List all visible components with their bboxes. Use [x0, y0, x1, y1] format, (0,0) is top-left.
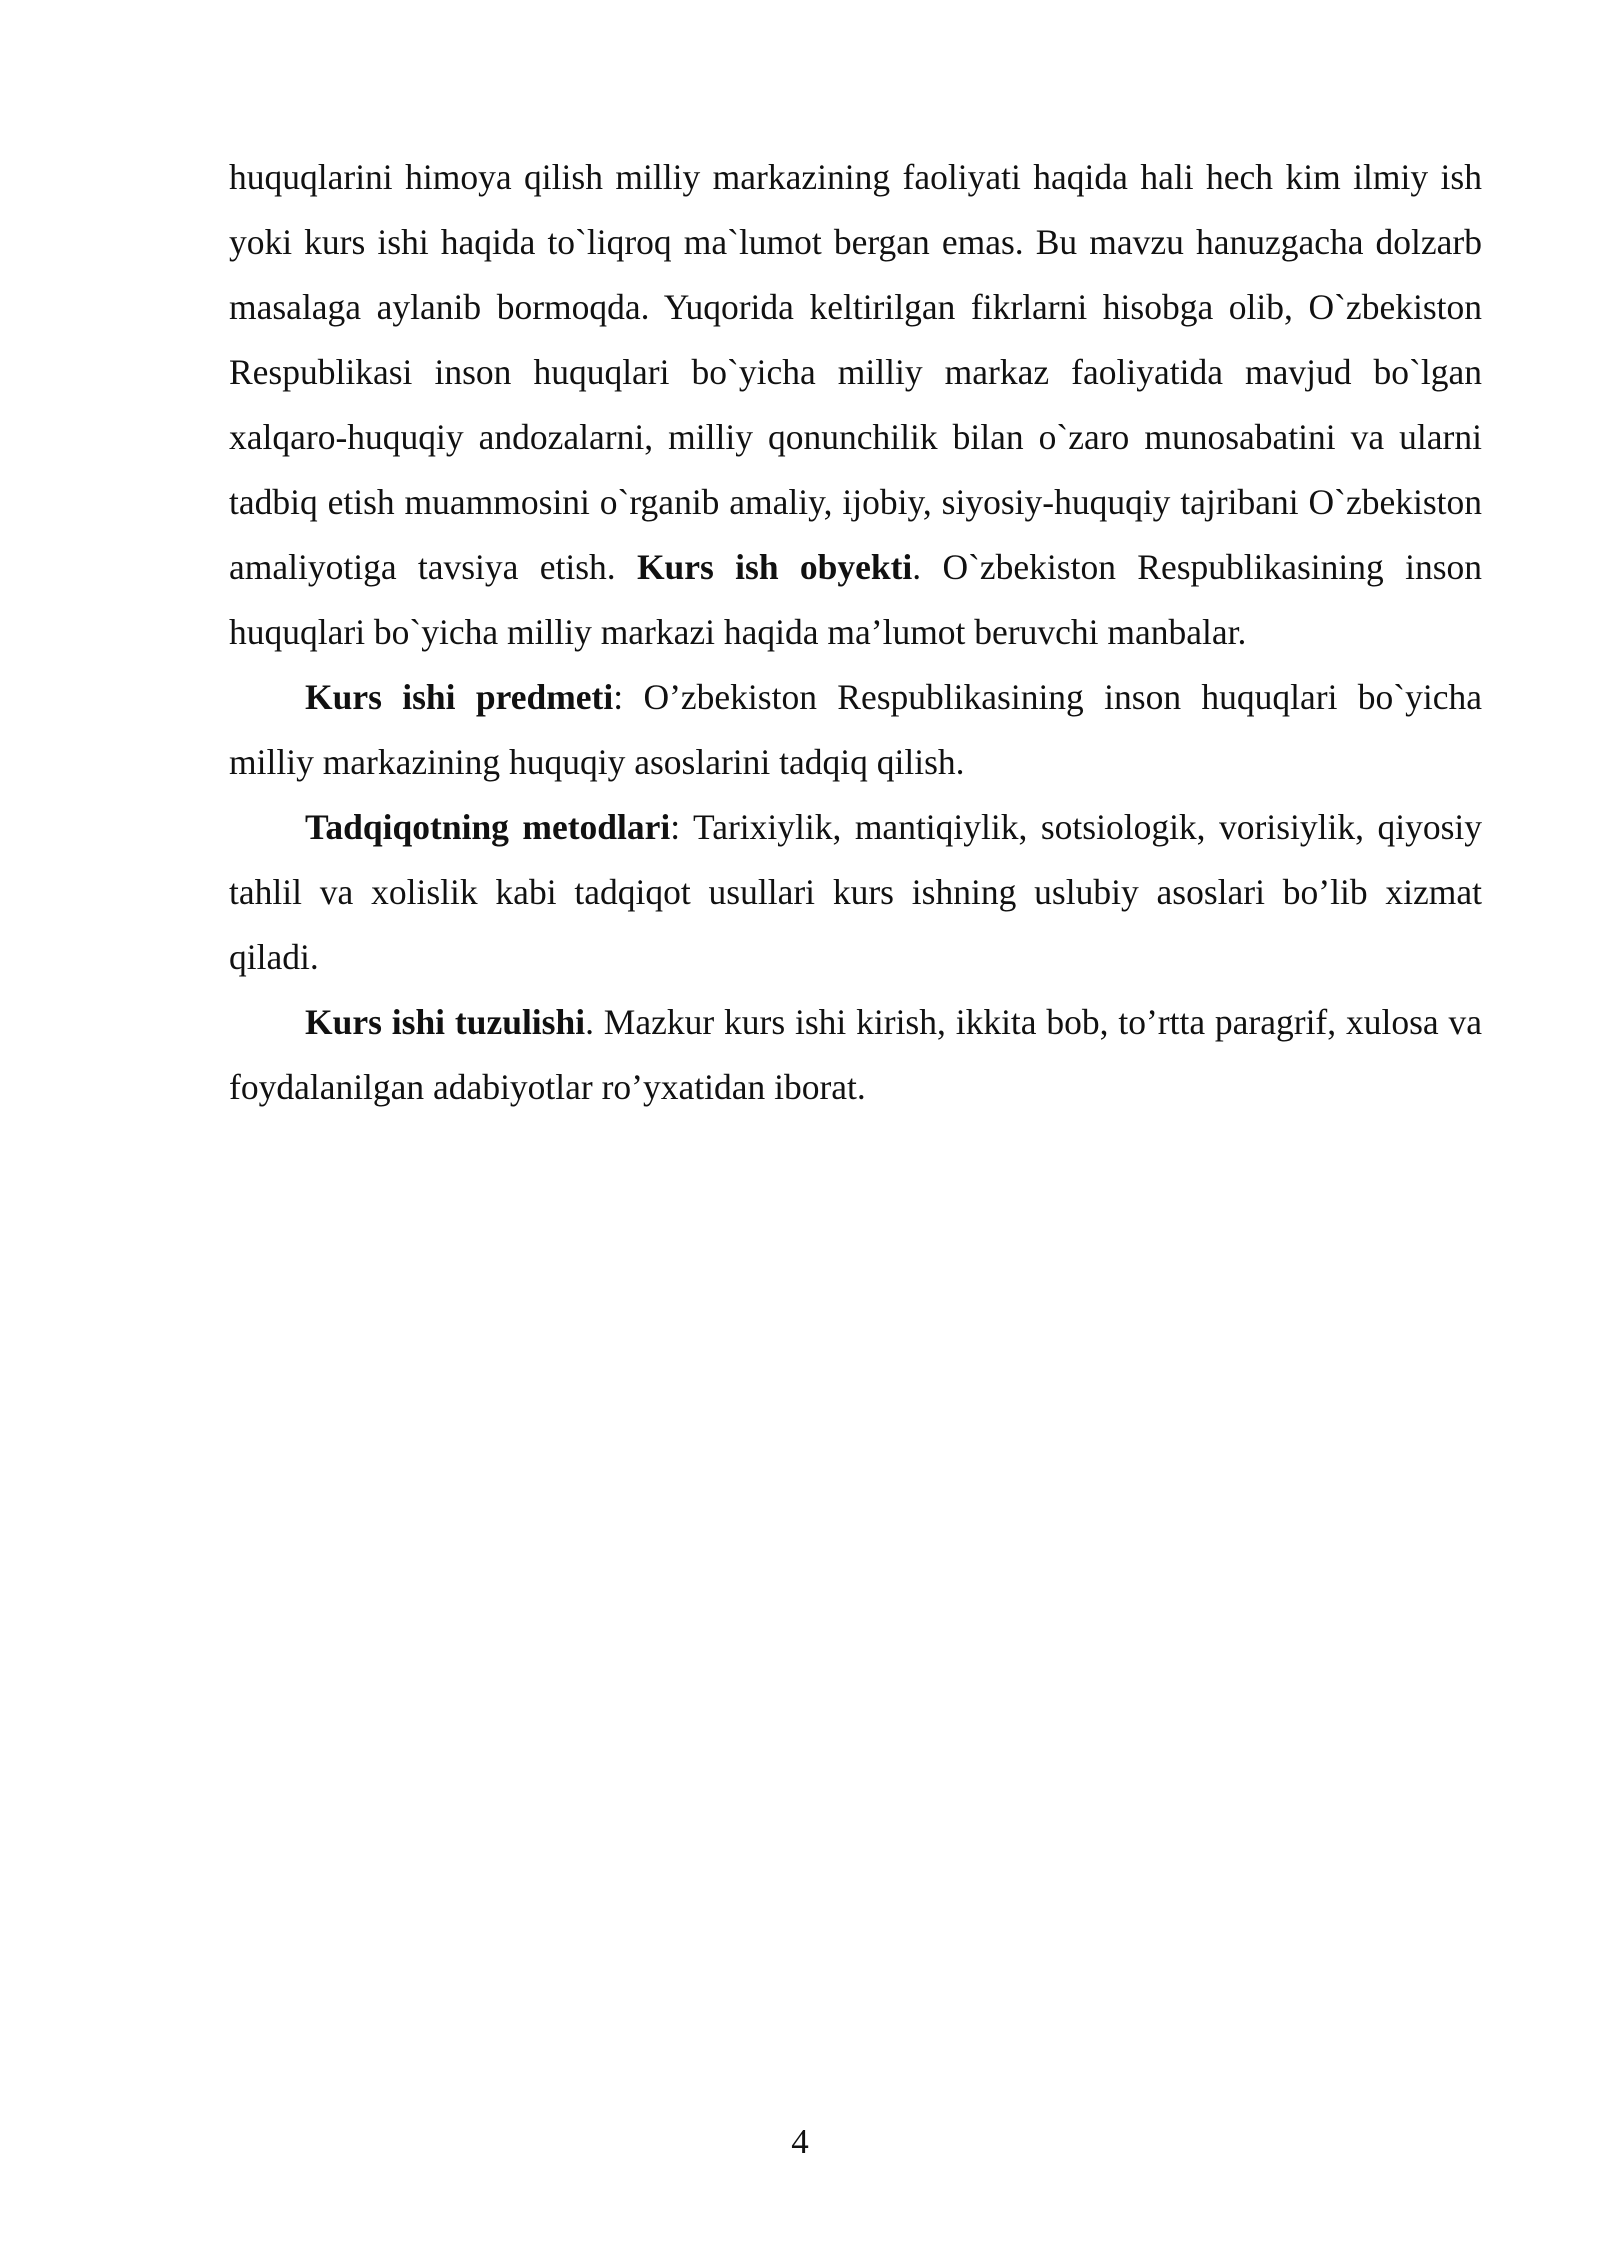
page-number: 4 — [791, 2122, 809, 2161]
paragraph-text: . Mazkur kurs ishi kirish, ikkita bob, to’rtta paragrif, xulosa va foydalanilgan adabiyotlar ro’yxatidan iborat. — [229, 1002, 1482, 1107]
body-text — [229, 145, 1482, 1120]
paragraph-text: huquqlarini himoya qilish milliy markazining faoliyati haqida hali hech kim ilmiy ish yoki kurs ishi haqida to`liqroq ma`lumot bergan emas. Bu mavzu hanuzgacha dolzarb masalaga aylanib bormoqda. Yuqorida keltirilgan fikrlarni hisobga olib, O`zbekiston Respublikasi inson huquqlari bo`yicha milliy markaz faoliyatida mavjud bo`lgan xalqaro-huquqiy andozalarni, milliy qonunchilik bilan o`zaro munosabatini va ularni tadbiq etish muammosini o`rganib amaliy, ijobiy, siyosiy-huquqiy tajribani O`zbekiston amaliyotiga tavsiya etish. — [229, 157, 1482, 587]
paragraph-structure — [229, 990, 1482, 1120]
paragraph-label: Kurs ishi tuzulishi — [305, 1002, 586, 1042]
paragraph-text: : O’zbekiston Respublikasining inson huquqlari bo`yicha milliy markazining huquqiy asoslarini tadqiq qilish. — [229, 677, 1482, 782]
paragraph-methods — [229, 795, 1482, 990]
paragraph-subject — [229, 665, 1482, 795]
paragraph-introduction — [229, 145, 1482, 665]
paragraph-text: . O`zbekiston Respublikasining inson huquqlari bo`yicha milliy markazi haqida ma’lumot beruvchi manbalar. — [229, 547, 1483, 652]
paragraph-label: Kurs ishi predmeti — [305, 677, 614, 717]
paragraph-text: : Tarixiylik, mantiqiylik, sotsiologik, vorisiylik, qiyosiy tahlil va xolislik kabi tadqiqot usullari kurs ishning uslubiy asoslari bo’lib xizmat qiladi. — [229, 807, 1483, 977]
paragraph-label: Kurs ish obyekti — [636, 547, 913, 587]
paragraph-label: Tadqiqotning metodlari — [305, 807, 671, 847]
